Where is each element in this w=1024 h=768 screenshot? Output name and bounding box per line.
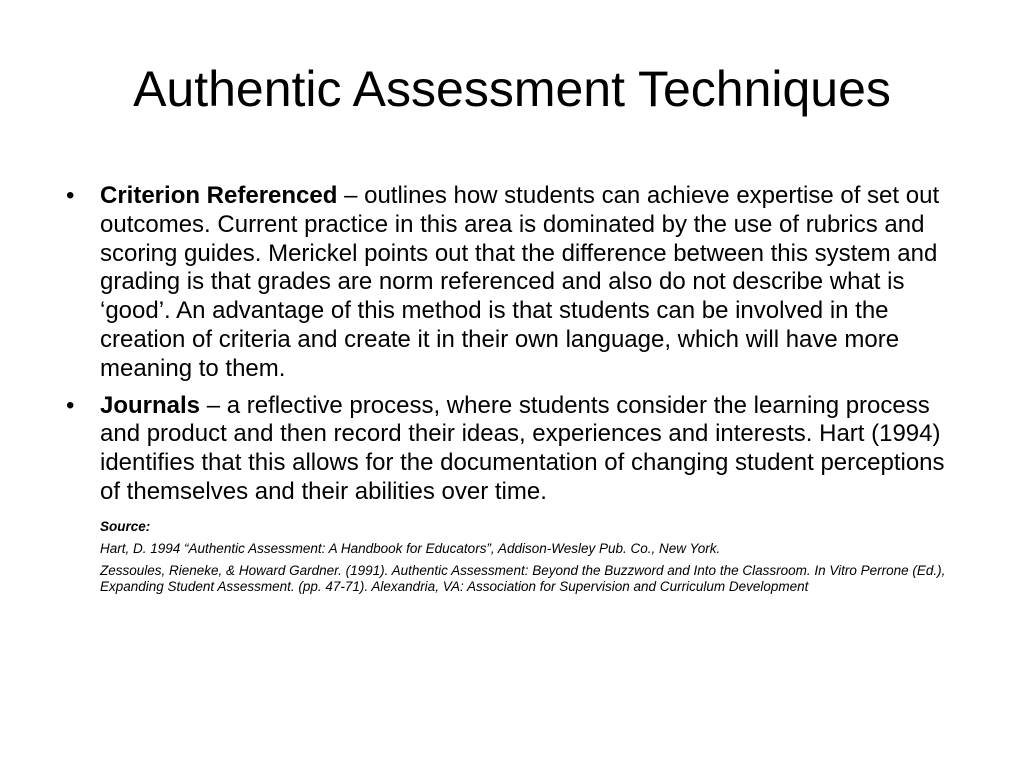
source-reference: Zessoules, Rieneke, & Howard Gardner. (1991). Authentic Assessment: Beyond the Buzzword and Into the Classroom. In Vitro Perrone (Ed.), Expanding Student Assessment. (pp. 47-71). Alexandria, VA: Association for Supervision and Curriculum Development — [100, 562, 946, 594]
slide-content — [66, 182, 966, 601]
sources-heading: Source: — [100, 518, 151, 534]
bullet-text: – outlines how students can achieve expertise of set out outcomes. Current practice in this area is dominated by the use of rubrics and scoring guides. Merickel points out that the difference between this system and grading is that grades are norm referenced and also do not describe what is ‘good’. An advantage of this method is that students can be involved in the creation of criteria and create it in their own language, which will have more meaning to them. — [100, 182, 940, 382]
bullet-list — [66, 182, 966, 507]
source-reference: Hart, D. 1994 “Authentic Assessment: A Handbook for Educators”, Addison-Wesley Pub. Co., New York. — [100, 540, 721, 556]
bullet-journals — [66, 392, 966, 507]
bullet-criterion-referenced — [66, 182, 966, 384]
bullet-dot-icon: • — [66, 182, 75, 209]
bullet-text: – a reflective process, where students consider the learning process and product and then record their ideas, experiences and interests. Hart (1994) identifies that this allows for the documentation of changing student perceptions of themselves and their abilities over time. — [100, 391, 945, 505]
bullet-dot-icon: • — [66, 391, 75, 419]
bullet-term: Criterion Referenced — [100, 182, 338, 209]
slide-title: Authentic Assessment Techniques — [133, 61, 891, 117]
bullet-term: Journals — [100, 391, 201, 419]
sources-section — [66, 519, 966, 595]
